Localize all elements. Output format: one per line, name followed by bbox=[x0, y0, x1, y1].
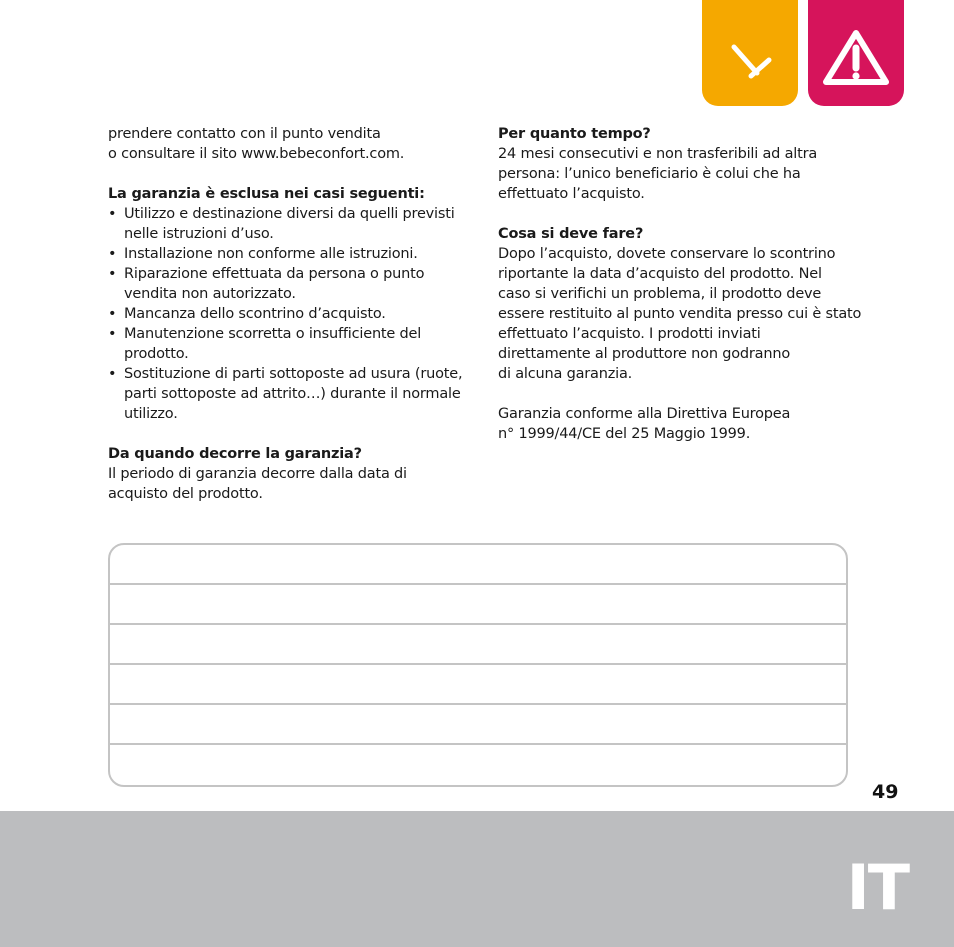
right-column bbox=[498, 124, 868, 444]
action-heading: Cosa si deve fare? bbox=[498, 226, 644, 242]
intro-line: o consultare il sito www.bebeconfort.com. bbox=[108, 146, 405, 162]
start-text-line: Il periodo di garanzia decorre dalla data di bbox=[108, 466, 407, 482]
exclusions-heading: La garanzia è esclusa nei casi seguenti: bbox=[108, 186, 425, 202]
duration-text-line: 24 mesi consecutivi e non trasferibili ad altra bbox=[498, 146, 818, 162]
footer-band bbox=[0, 811, 954, 947]
warning-icon bbox=[808, 0, 904, 106]
list-item: • Manutenzione scorretta o insufficiente del prodotto. bbox=[108, 324, 478, 364]
form-line[interactable] bbox=[110, 665, 846, 705]
tool-icon bbox=[702, 0, 798, 106]
language-code: IT bbox=[846, 851, 908, 924]
left-column bbox=[108, 124, 478, 504]
form-line[interactable] bbox=[110, 705, 846, 745]
list-item: • Sostituzione di parti sottoposte ad usura (ruote, parti sottoposte ad attrito…) durante il normale utilizzo. bbox=[108, 364, 478, 424]
page-number: 49 bbox=[872, 781, 899, 803]
form-line[interactable] bbox=[110, 585, 846, 625]
action-text-line: riportante la data d’acquisto del prodotto. Nel bbox=[498, 266, 822, 282]
warning-tab bbox=[808, 0, 904, 106]
intro-line: prendere contatto con il punto vendita bbox=[108, 126, 381, 142]
action-text-line: effettuato l’acquisto. I prodotti inviati bbox=[498, 326, 761, 342]
action-text-line: direttamente al produttore non godranno bbox=[498, 346, 790, 362]
exclusions-list bbox=[108, 204, 478, 424]
action-text-line: caso si verifichi un problema, il prodotto deve bbox=[498, 286, 822, 302]
list-item: • Mancanza dello scontrino d’acquisto. bbox=[108, 304, 478, 324]
tool-tab bbox=[702, 0, 798, 106]
list-item: • Installazione non conforme alle istruzioni. bbox=[108, 244, 478, 264]
duration-text-line: persona: l’unico beneficiario è colui che ha bbox=[498, 166, 801, 182]
warranty-form-box bbox=[108, 543, 848, 787]
list-item: • Riparazione effettuata da persona o punto vendita non autorizzato. bbox=[108, 264, 478, 304]
duration-heading: Per quanto tempo? bbox=[498, 126, 651, 142]
action-text-line: essere restituito al punto vendita presso cui è stato bbox=[498, 306, 862, 322]
form-line[interactable] bbox=[110, 545, 846, 585]
action-text-line: di alcuna garanzia. bbox=[498, 366, 633, 382]
directive-text-line: Garanzia conforme alla Direttiva Europea bbox=[498, 406, 791, 422]
start-heading: Da quando decorre la garanzia? bbox=[108, 446, 362, 462]
action-text-line: Dopo l’acquisto, dovete conservare lo scontrino bbox=[498, 246, 836, 262]
form-line[interactable] bbox=[110, 745, 846, 785]
start-text-line: acquisto del prodotto. bbox=[108, 486, 263, 502]
form-line[interactable] bbox=[110, 625, 846, 665]
directive-text-line: n° 1999/44/CE del 25 Maggio 1999. bbox=[498, 426, 751, 442]
list-item: • Utilizzo e destinazione diversi da quelli previsti nelle istruzioni d’uso. bbox=[108, 204, 478, 244]
duration-text-line: effettuato l’acquisto. bbox=[498, 186, 645, 202]
